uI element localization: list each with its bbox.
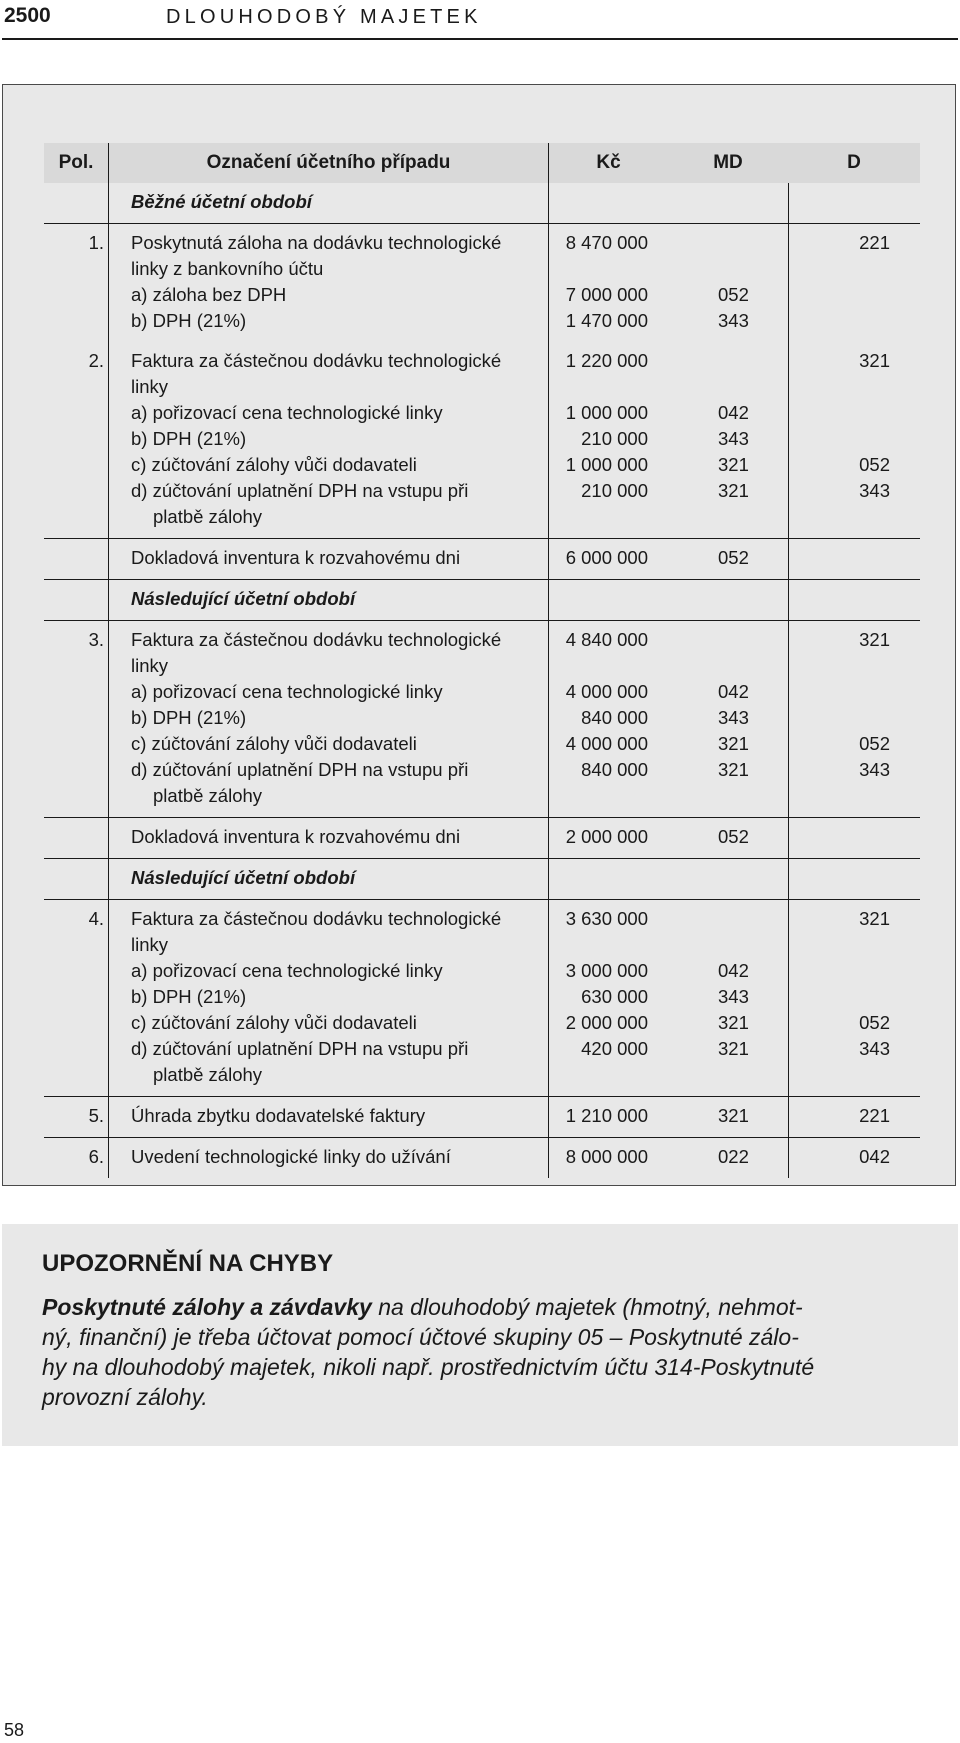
table-row — [44, 342, 920, 538]
table-row — [44, 1137, 920, 1178]
md-account: 321 — [718, 1038, 749, 1059]
amount: 1 000 000 — [565, 454, 648, 475]
d-account: 221 — [859, 1105, 890, 1126]
row-desc: c) zúčtování zálohy vůči dodavateli — [131, 1012, 417, 1033]
section-row — [44, 183, 920, 223]
page-header — [0, 0, 960, 42]
error-warning-box — [2, 1224, 958, 1446]
example-frame — [2, 84, 956, 1186]
section-title: Následující účetní období — [131, 867, 356, 888]
col-header-kc: Kč — [548, 143, 668, 183]
section-row — [44, 858, 920, 899]
row-desc: Úhrada zbytku dodavatelské faktury — [131, 1105, 426, 1126]
amount: 840 000 — [581, 707, 648, 728]
amount: 6 000 000 — [565, 547, 648, 568]
row-desc: a) pořizovací cena technologické linky — [131, 960, 443, 981]
d-account: 052 — [859, 454, 890, 475]
md-account: 052 — [718, 826, 749, 847]
amount: 8 000 000 — [565, 1146, 648, 1167]
md-account: 042 — [718, 402, 749, 423]
amount: 4 840 000 — [565, 629, 648, 650]
row-desc: Uvedení technologické linky do užívání — [131, 1146, 451, 1167]
row-desc: c) zúčtování zálohy vůči dodavateli — [131, 733, 417, 754]
row-desc: Dokladová inventura k rozvahovému dni — [131, 547, 461, 568]
md-account: 321 — [718, 454, 749, 475]
inventory-row — [44, 817, 920, 858]
warning-line: na dlouhodobý majetek (hmotný, nehmot- — [371, 1294, 803, 1320]
row-desc: Faktura za částečnou dodávku technologické — [131, 350, 502, 371]
row-desc: a) pořizovací cena technologické linky — [131, 681, 443, 702]
row-desc: b) DPH (21%) — [131, 428, 247, 449]
row-number: 6. — [88, 1146, 104, 1167]
row-desc: linky — [131, 376, 169, 397]
amount: 210 000 — [581, 480, 648, 501]
d-account: 052 — [859, 1012, 890, 1033]
amount: 1 000 000 — [565, 402, 648, 423]
row-desc: d) zúčtování uplatnění DPH na vstupu při — [131, 1038, 469, 1059]
inventory-row — [44, 538, 920, 579]
amount: 8 470 000 — [565, 232, 648, 253]
amount: 420 000 — [581, 1038, 648, 1059]
warning-text — [42, 1292, 922, 1412]
amount: 3 630 000 — [565, 908, 648, 929]
row-number: 1. — [88, 232, 104, 253]
amount: 4 000 000 — [565, 733, 648, 754]
warning-line: ný, finanční) je třeba účtovat pomocí účtové skupiny 05 – Poskytnuté zálo- — [42, 1324, 799, 1350]
amount: 1 470 000 — [565, 310, 648, 331]
md-account: 321 — [718, 1105, 749, 1126]
table-row — [44, 1096, 920, 1137]
d-account: 343 — [859, 1038, 890, 1059]
d-account: 052 — [859, 733, 890, 754]
footer-page-number: 58 — [4, 1720, 25, 1740]
amount: 7 000 000 — [565, 284, 648, 305]
warning-line: provozní zálohy. — [42, 1384, 208, 1410]
row-desc: Faktura za částečnou dodávku technologické — [131, 629, 502, 650]
accounting-table — [44, 143, 920, 1178]
table-row — [44, 620, 920, 817]
d-account: 343 — [859, 480, 890, 501]
amount: 1 210 000 — [565, 1105, 648, 1126]
row-desc: platbě zálohy — [153, 785, 263, 806]
header-page-number: 2500 — [4, 4, 51, 27]
md-account: 052 — [718, 284, 749, 305]
header-rule — [2, 38, 958, 40]
col-header-d: D — [847, 152, 861, 173]
col-header-md: MD — [713, 152, 743, 173]
d-account: 343 — [859, 759, 890, 780]
md-account: 343 — [718, 428, 749, 449]
row-number: 2. — [88, 350, 104, 371]
table-row — [44, 223, 920, 342]
md-account: 343 — [718, 986, 749, 1007]
row-number: 5. — [88, 1105, 104, 1126]
row-desc: Faktura za částečnou dodávku technologické — [131, 908, 502, 929]
row-desc: b) DPH (21%) — [131, 707, 247, 728]
amount: 4 000 000 — [565, 681, 648, 702]
warning-title: UPOZORNĚNÍ NA CHYBY — [42, 1250, 334, 1277]
chapter-title: DLOUHODOBÝ MAJETEK — [166, 6, 482, 28]
row-desc: linky — [131, 934, 169, 955]
warning-emphasis: Poskytnuté zálohy a závdavky — [42, 1294, 372, 1320]
amount: 1 220 000 — [565, 350, 648, 371]
row-desc: platbě zálohy — [153, 1064, 263, 1085]
table-header — [44, 143, 920, 183]
md-account: 343 — [718, 707, 749, 728]
d-account: 042 — [859, 1146, 890, 1167]
md-account: 321 — [718, 759, 749, 780]
md-account: 343 — [718, 310, 749, 331]
d-account: 321 — [859, 350, 890, 371]
row-desc: a) pořizovací cena technologické linky — [131, 402, 443, 423]
md-account: 321 — [718, 733, 749, 754]
row-desc: Dokladová inventura k rozvahovému dni — [131, 826, 461, 847]
d-account: 221 — [859, 232, 890, 253]
d-account: 321 — [859, 908, 890, 929]
md-account: 052 — [718, 547, 749, 568]
row-desc: linky z bankovního účtu — [131, 258, 324, 279]
amount: 210 000 — [581, 428, 648, 449]
row-desc: b) DPH (21%) — [131, 986, 247, 1007]
section-title: Následující účetní období — [131, 588, 356, 609]
row-number: 3. — [88, 629, 104, 650]
md-account: 042 — [718, 681, 749, 702]
row-desc: c) zúčtování zálohy vůči dodavateli — [131, 454, 417, 475]
row-desc: platbě zálohy — [153, 506, 263, 527]
row-desc: a) záloha bez DPH — [131, 284, 287, 305]
amount: 630 000 — [581, 986, 648, 1007]
row-desc: d) zúčtování uplatnění DPH na vstupu při — [131, 480, 469, 501]
d-account: 321 — [859, 629, 890, 650]
row-desc: Poskytnutá záloha na dodávku technologické — [131, 232, 502, 253]
amount: 3 000 000 — [565, 960, 648, 981]
col-header-desc: Označení účetního případu — [108, 143, 548, 183]
row-desc: b) DPH (21%) — [131, 310, 247, 331]
section-title: Běžné účetní období — [131, 191, 312, 212]
row-desc: d) zúčtování uplatnění DPH na vstupu při — [131, 759, 469, 780]
row-desc: linky — [131, 655, 169, 676]
md-account: 022 — [718, 1146, 749, 1167]
col-header-pol: Pol. — [58, 152, 94, 173]
amount: 2 000 000 — [565, 1012, 648, 1033]
md-account: 321 — [718, 1012, 749, 1033]
md-account: 321 — [718, 480, 749, 501]
row-number: 4. — [88, 908, 104, 929]
md-account: 042 — [718, 960, 749, 981]
warning-line: hy na dlouhodobý majetek, nikoli např. prostřednictvím účtu 314-Poskytnuté — [42, 1354, 815, 1380]
table-row — [44, 899, 920, 1096]
amount: 840 000 — [581, 759, 648, 780]
section-row — [44, 579, 920, 620]
amount: 2 000 000 — [565, 826, 648, 847]
